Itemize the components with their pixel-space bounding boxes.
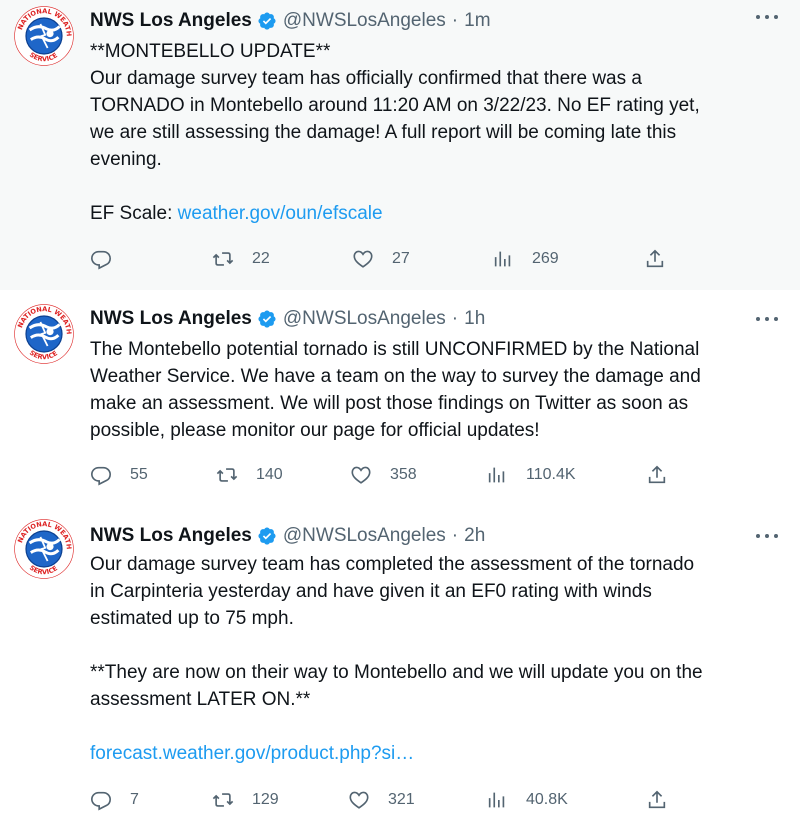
- tweet-line: Our damage survey team has officially confirmed that there was a: [90, 68, 642, 89]
- reply-count: 55: [130, 466, 148, 483]
- author-handle[interactable]: @NWSLosAngeles: [282, 308, 446, 329]
- like-button[interactable]: [352, 247, 410, 271]
- avatar[interactable]: [14, 519, 74, 579]
- tweet-line: estimated up to 75 mph.: [90, 608, 294, 629]
- separator-dot: ·: [451, 308, 459, 329]
- tweet-text: [90, 336, 780, 444]
- tweet-line: we are still assessing the damage! A full report will be coming late this: [90, 122, 677, 143]
- view-count: 269: [532, 250, 559, 267]
- retweet-button[interactable]: [216, 463, 283, 487]
- reply-button[interactable]: [90, 463, 148, 487]
- author-name[interactable]: NWS Los Angeles: [90, 308, 252, 329]
- share-icon: [646, 464, 668, 486]
- author-name[interactable]: NWS Los Angeles: [90, 10, 252, 31]
- tweet[interactable]: [0, 0, 800, 290]
- tweet-text: [90, 551, 780, 767]
- share-button[interactable]: [646, 463, 668, 487]
- reply-icon: [90, 248, 112, 270]
- share-icon: [644, 248, 666, 270]
- more-options-icon[interactable]: [756, 12, 778, 22]
- timestamp[interactable]: 2h: [464, 525, 486, 546]
- action-bar: [90, 788, 680, 812]
- tweet-link[interactable]: forecast.weather.gov/product.php?si…: [90, 743, 415, 764]
- retweet-button[interactable]: [212, 247, 270, 271]
- view-count: 110.4K: [526, 466, 576, 483]
- like-count: 321: [388, 791, 415, 808]
- tweet[interactable]: [0, 290, 800, 505]
- view-count: 40.8K: [526, 791, 568, 808]
- author-handle[interactable]: @NWSLosAngeles: [282, 525, 446, 546]
- action-bar: [90, 247, 680, 271]
- action-bar: [90, 463, 680, 487]
- heart-icon: [348, 789, 370, 811]
- timestamp[interactable]: 1h: [464, 308, 486, 329]
- heart-icon: [352, 248, 374, 270]
- link-label: EF Scale:: [90, 203, 178, 224]
- more-options-icon[interactable]: [756, 531, 778, 541]
- verified-badge-icon: [257, 11, 277, 31]
- bar-chart-icon: [486, 789, 508, 811]
- tweet-line: **MONTEBELLO UPDATE**: [90, 41, 331, 62]
- tweet-line: make an assessment. We will post those findings on Twitter as soon as: [90, 393, 689, 414]
- reply-button[interactable]: [90, 247, 130, 271]
- verified-badge-icon: [257, 526, 277, 546]
- retweet-icon: [216, 464, 238, 486]
- retweet-icon: [212, 248, 234, 270]
- share-button[interactable]: [644, 247, 666, 271]
- views-button[interactable]: [486, 788, 568, 812]
- tweet-header: [90, 306, 485, 332]
- retweet-count: 140: [256, 466, 283, 483]
- tweet-line: TORNADO in Montebello around 11:20 AM on 3/22/23. No EF rating yet,: [90, 95, 700, 116]
- tweet-text: [90, 38, 780, 227]
- tweet-line: Weather Service. We have a team on the way to survey the damage and: [90, 366, 701, 387]
- views-button[interactable]: [492, 247, 559, 271]
- like-count: 358: [390, 466, 417, 483]
- author-name[interactable]: NWS Los Angeles: [90, 525, 252, 546]
- tweet-line: possible, please monitor our page for official updates!: [90, 420, 540, 441]
- views-button[interactable]: [486, 463, 576, 487]
- more-options-icon[interactable]: [756, 314, 778, 324]
- tweet-line: assessment LATER ON.**: [90, 689, 311, 710]
- author-handle[interactable]: @NWSLosAngeles: [282, 10, 446, 31]
- like-count: 27: [392, 250, 410, 267]
- separator-dot: ·: [451, 525, 459, 546]
- tweet[interactable]: [0, 505, 800, 815]
- bar-chart-icon: [486, 464, 508, 486]
- share-button[interactable]: [646, 788, 668, 812]
- separator-dot: ·: [451, 10, 459, 31]
- tweet-header: [90, 8, 491, 34]
- avatar[interactable]: [14, 6, 74, 66]
- like-button[interactable]: [350, 463, 417, 487]
- tweet-line: Our damage survey team has completed the assessment of the tornado: [90, 554, 695, 575]
- avatar[interactable]: [14, 304, 74, 364]
- verified-badge-icon: [257, 309, 277, 329]
- reply-icon: [90, 464, 112, 486]
- tweet-line: in Carpinteria yesterday and have given it an EF0 rating with winds: [90, 581, 652, 602]
- tweet-header: [90, 523, 485, 549]
- tweet-link[interactable]: weather.gov/oun/efscale: [177, 203, 383, 224]
- reply-icon: [90, 789, 112, 811]
- tweet-line: **They are now on their way to Montebello and we will update you on the: [90, 662, 703, 683]
- tweet-line: The Montebello potential tornado is still UNCONFIRMED by the National: [90, 339, 700, 360]
- timestamp[interactable]: 1m: [464, 10, 491, 31]
- reply-button[interactable]: [90, 788, 139, 812]
- retweet-button[interactable]: [212, 788, 279, 812]
- heart-icon: [350, 464, 372, 486]
- reply-count: 7: [130, 791, 139, 808]
- retweet-count: 22: [252, 250, 270, 267]
- tweet-line: evening.: [90, 149, 162, 170]
- bar-chart-icon: [492, 248, 514, 270]
- share-icon: [646, 789, 668, 811]
- retweet-count: 129: [252, 791, 279, 808]
- retweet-icon: [212, 789, 234, 811]
- like-button[interactable]: [348, 788, 415, 812]
